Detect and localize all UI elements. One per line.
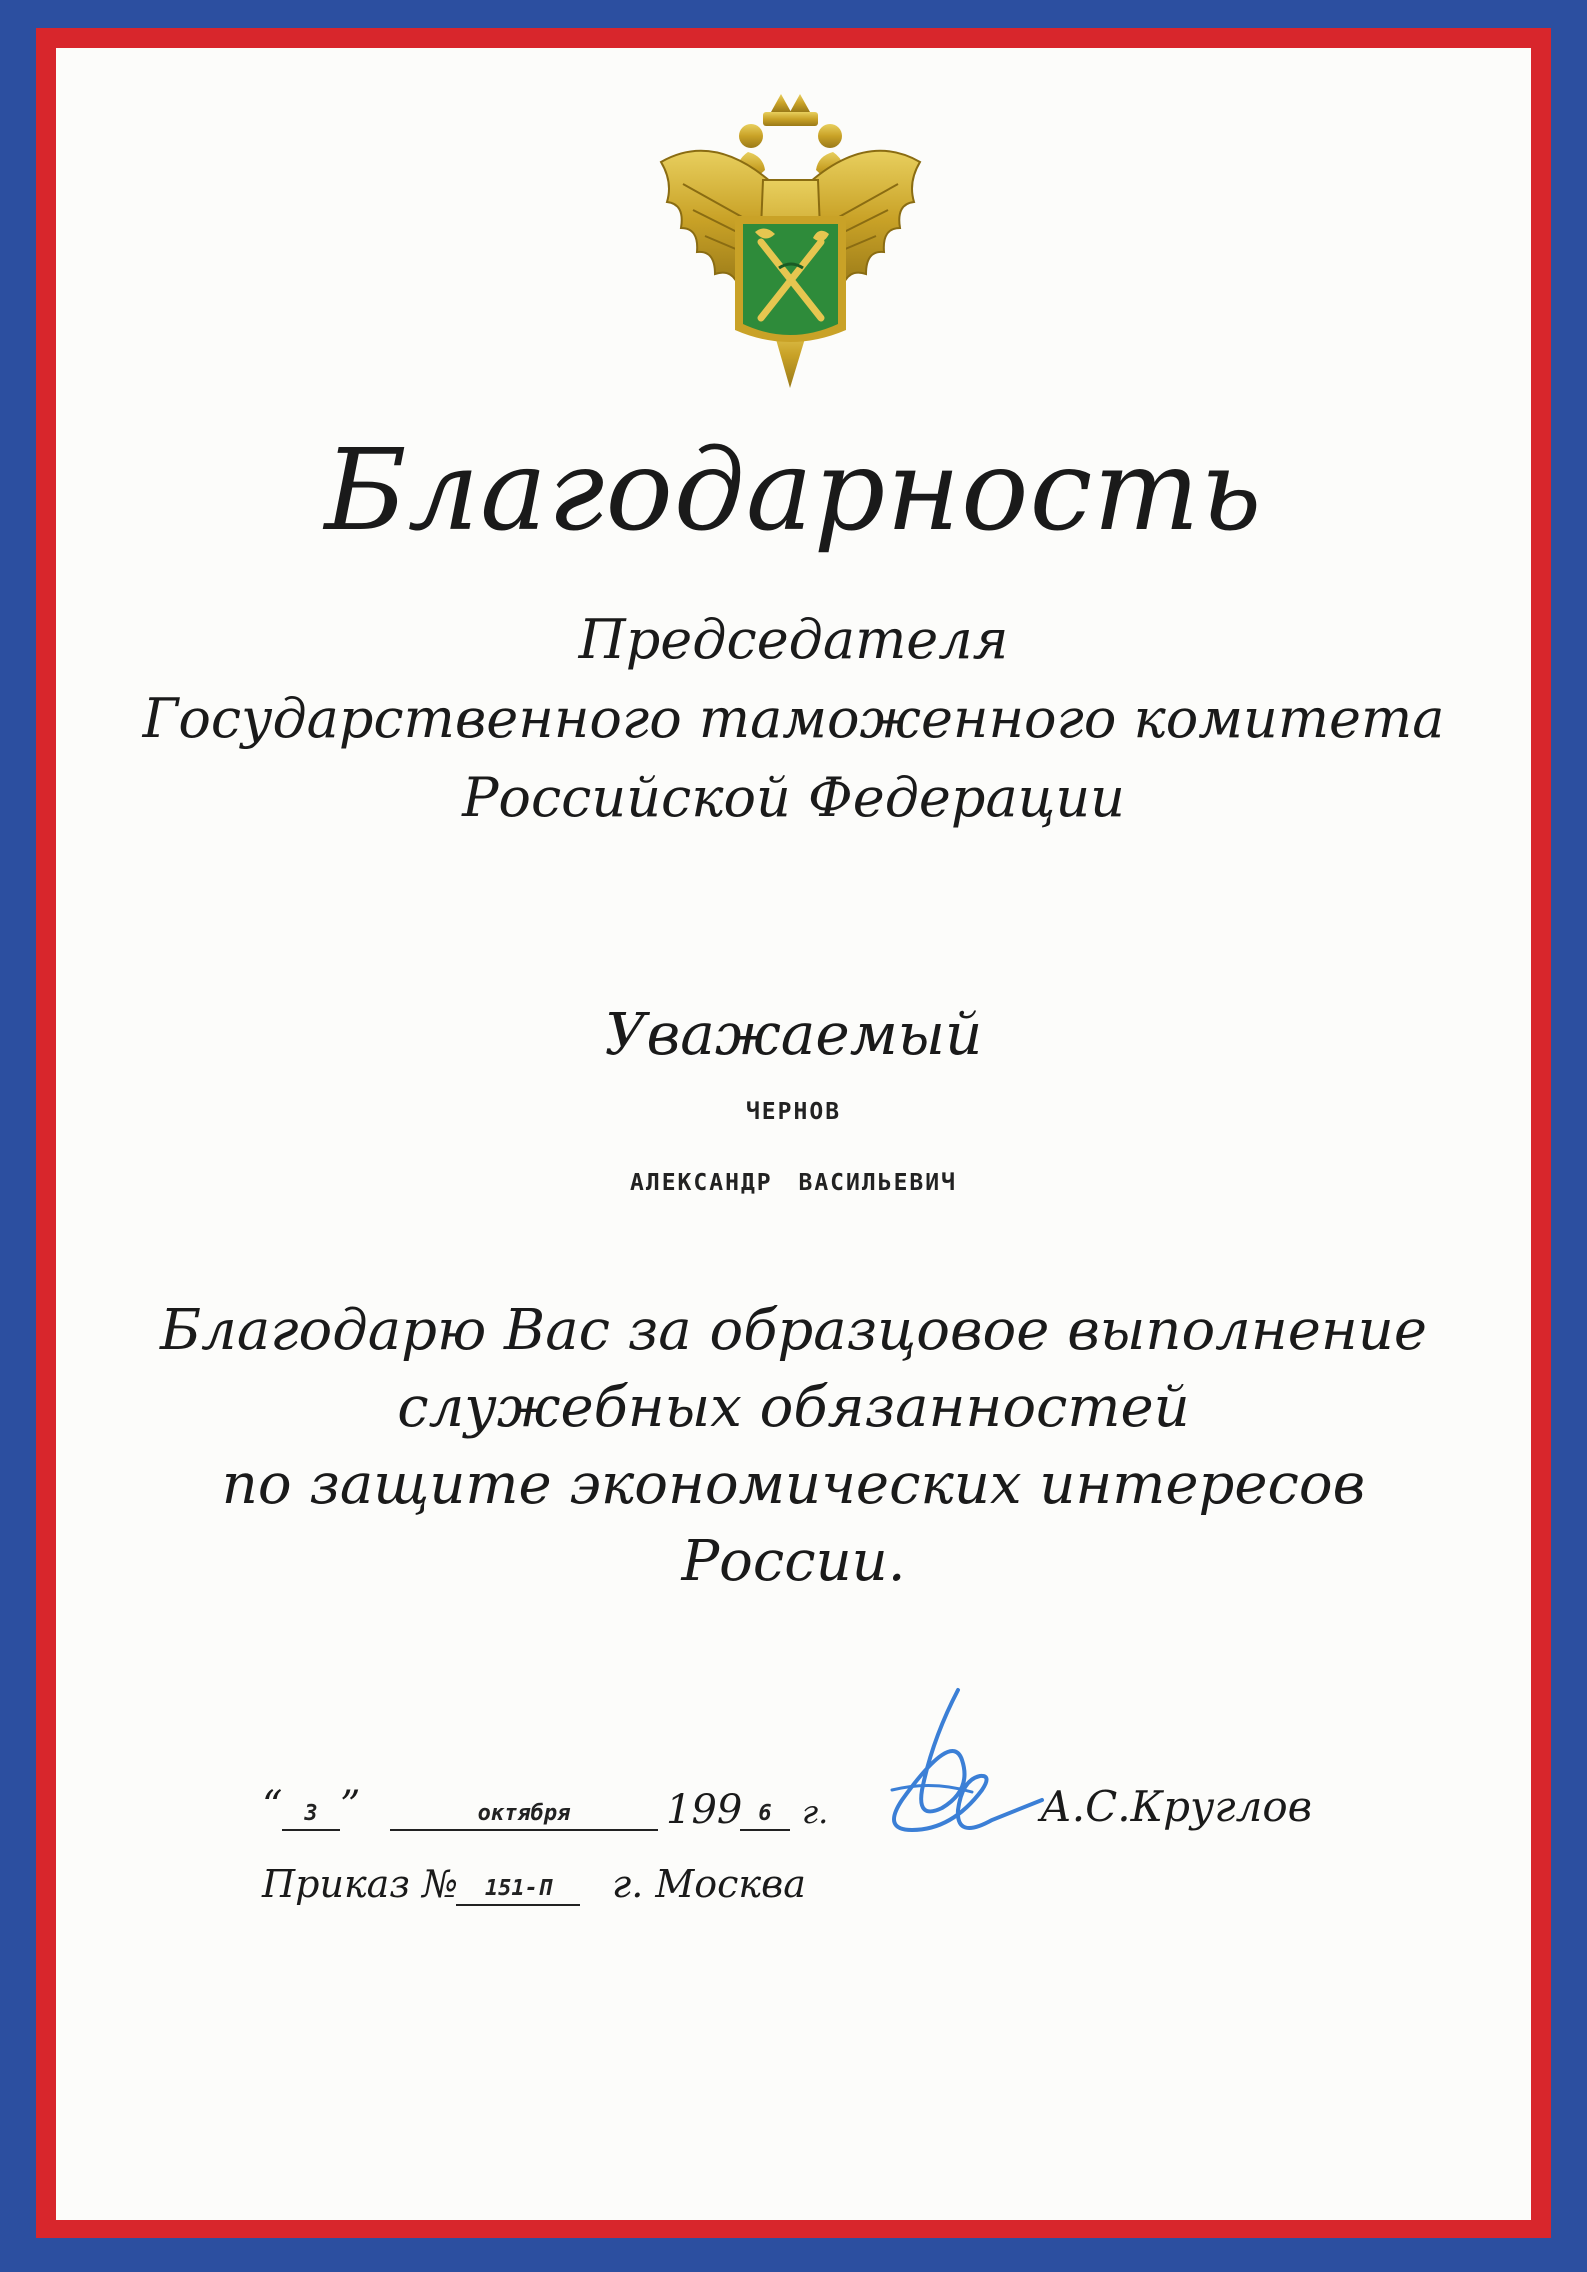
- date-day: 3: [282, 1799, 340, 1831]
- order-line: [262, 1860, 862, 1920]
- recipient-surname: ЧЕРНОВ: [745, 1099, 842, 1125]
- date-year-prefix: 199: [666, 1787, 743, 1833]
- gratitude-text: [0, 1292, 1587, 1600]
- date-close-quote: ”: [340, 1783, 361, 1829]
- signer-name: А.С.Круглов: [1040, 1782, 1313, 1831]
- date-month: октября: [390, 1799, 658, 1831]
- order-label: Приказ №: [262, 1862, 459, 1906]
- issuer-line: Российской Федерации: [462, 766, 1125, 829]
- order-number: 151-П: [456, 1874, 580, 1906]
- gratitude-line: служебных обязанностей: [397, 1375, 1190, 1440]
- issuer-block: [0, 600, 1587, 837]
- date-line: [262, 1785, 862, 1845]
- issuer-line: Председателя: [578, 608, 1009, 671]
- customs-eagle-emblem-icon: [653, 92, 928, 392]
- certificate-title: Благодарность: [324, 426, 1263, 556]
- date-year-suffix: 6: [740, 1799, 790, 1831]
- date-open-quote: “: [262, 1783, 283, 1829]
- handwritten-signature: [862, 1680, 1052, 1870]
- recipient-name-patronymic: АЛЕКСАНДР ВАСИЛЬЕВИЧ: [630, 1170, 957, 1196]
- order-city: г. Москва: [612, 1862, 806, 1906]
- gratitude-line: по защите экономических интересов: [221, 1452, 1366, 1517]
- salutation: Уважаемый: [604, 1000, 983, 1068]
- date-year-abbrev: г.: [802, 1793, 829, 1831]
- gratitude-line: России.: [681, 1529, 906, 1594]
- issuer-line: Государственного таможенного комитета: [142, 687, 1445, 750]
- gratitude-line: Благодарю Вас за образцовое выполнение: [160, 1298, 1427, 1363]
